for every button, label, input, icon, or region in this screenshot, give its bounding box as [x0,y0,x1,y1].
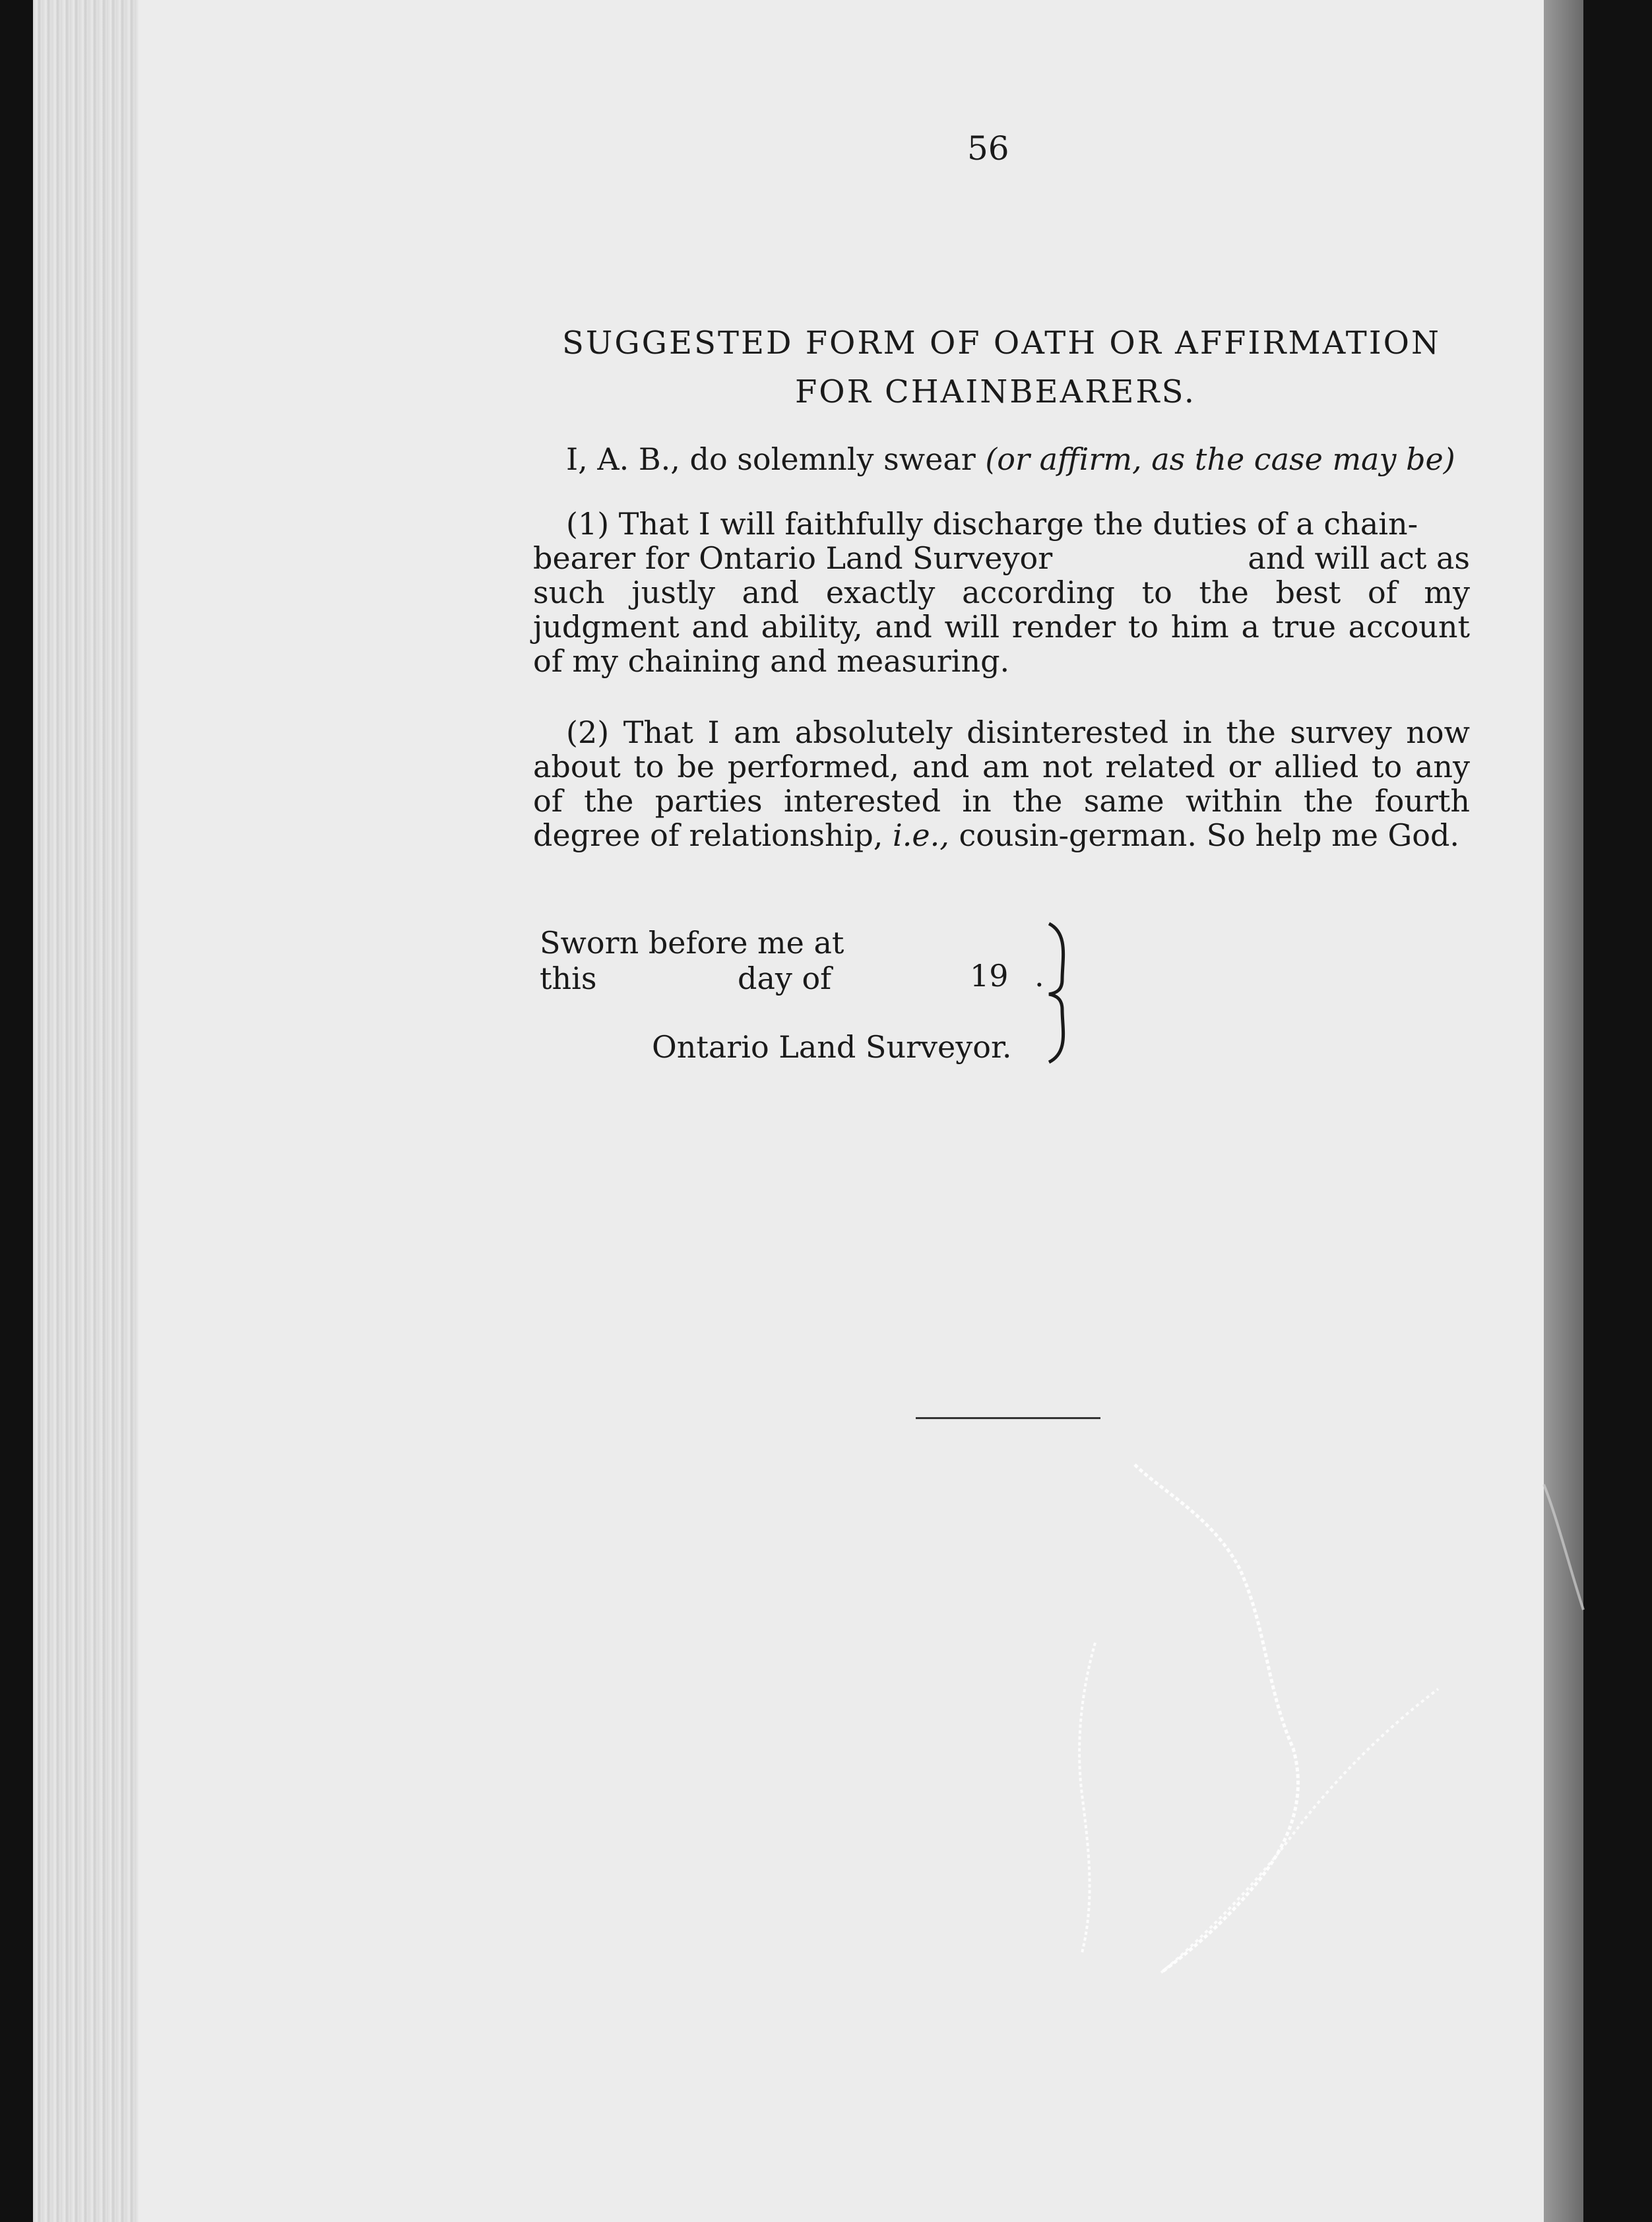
year-period: . [1034,958,1044,994]
gutter-shadow [1544,0,1583,2222]
paragraph-2-italic: i.e., [893,817,949,853]
year-label: 19 [970,958,1009,994]
paragraph-2-text-a: (2) That I am absolutely disinterested in the survey now about to be performed, and am not related or allied to any of the parties interested in the same within the fourth degree of relationship, [533,714,1470,853]
opening-line [533,442,1470,476]
right-border [1583,0,1652,2222]
opening-prefix: I, A. B., do solemnly swear [566,441,976,477]
surveyor-label: Ontario Land Surveyor. [652,1029,1012,1065]
paragraph-2 [533,715,1470,852]
day-of-label: day of [738,961,832,996]
paragraph-1-rest: such justly and exactly according to the best of my judgment and ability, and will render to him a true account of my chaining and measuring. [533,575,1470,679]
paragraph-1-lead: (1) That I will faithfully discharge the duties of a chain- [566,506,1418,542]
title-line-1: SUGGESTED FORM OF OATH OR AFFIRMATION [562,325,1442,362]
paragraph-1-line2-b: and will act as [1248,540,1470,576]
paragraph-1 [533,507,1470,678]
opening-italic: (or affirm, as the case may be) [985,441,1455,477]
page-number: 56 [967,129,1009,168]
paragraph-1-line2 [533,541,1470,575]
paragraph-2-text-b: cousin-german. So help me God. [959,817,1460,853]
end-rule [916,1417,1100,1419]
sworn-line: Sworn before me at [540,925,844,961]
title-line-2: FOR CHAINBEARERS. [795,373,1196,410]
curly-brace [1042,920,1082,1065]
this-label: this [540,961,597,996]
paragraph-1-line2-a: bearer for Ontario Land Surveyor [533,540,1053,576]
binding-edge [0,0,33,2222]
